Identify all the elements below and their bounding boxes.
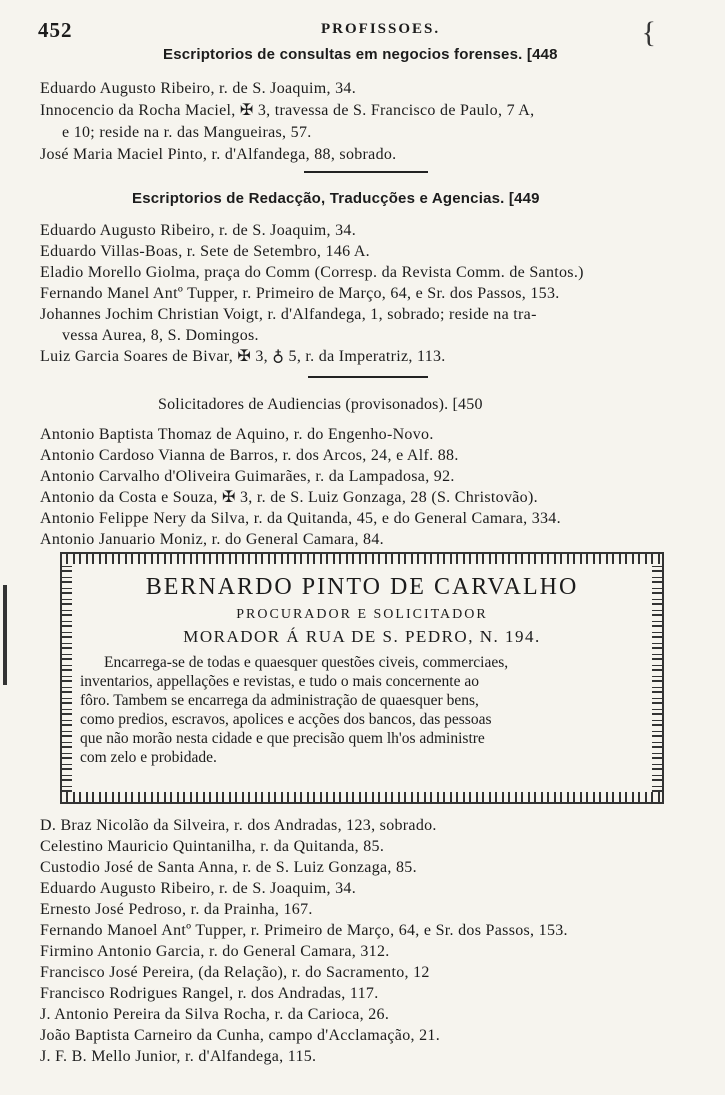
list-item: Antonio Cardoso Vianna de Barros, r. dos Arcos, 24, e Alf. 88. [40,447,459,464]
list-item: Antonio Felippe Nery da Silva, r. da Quitanda, 45, e do General Camara, 334. [40,510,561,527]
section-title-448 [163,46,558,63]
list-item: Eduardo Augusto Ribeiro, r. de S. Joaquim, 34. [40,222,357,239]
list-item-continuation: e 10; reside na r. das Mangueiras, 57. [62,124,312,141]
list-item: Fernando Manel Antº Tupper, r. Primeiro de Março, 64, e Sr. dos Passos, 153. [40,285,560,302]
list-item: Ernesto José Pedroso, r. da Prainha, 167. [40,901,313,918]
ad-line: Encarrega-se de todas e quaesquer questões civeis, commerciaes, [104,654,509,671]
section-divider [304,171,428,173]
list-item: J. F. B. Mello Junior, r. d'Alfandega, 115. [40,1048,317,1065]
list-item: Antonio da Costa e Souza, ✠ 3, r. de S. Luiz Gonzaga, 28 (S. Christovão). [40,489,538,506]
advertisement-box [60,552,664,804]
advertiser-name: BERNARDO PINTO DE CARVALHO [145,574,579,600]
list-item: Antonio Baptista Thomaz de Aquino, r. do Engenho-Novo. [40,426,434,443]
list-item: Luiz Garcia Soares de Bivar, ✠ 3, ♁ 5, r. da Imperatriz, 113. [40,348,446,365]
page-number: 452 [38,18,73,42]
list-item: Eduardo Augusto Ribeiro, r. de S. Joaquim, 34. [40,880,357,897]
ad-line: que não morão nesta cidade e que precisão quem lh'os administre [80,730,485,747]
list-item: Celestino Mauricio Quintanilha, r. da Quitanda, 85. [40,838,385,855]
list-item: J. Antonio Pereira da Silva Rocha, r. da Carioca, 26. [40,1006,390,1023]
list-item: D. Braz Nicolão da Silveira, r. dos Andradas, 123, sobrado. [40,817,437,834]
ornamental-border-right [652,564,664,792]
section-title-text: Escriptorios de consultas em negocios forenses. [163,46,523,63]
ornamental-border-top [60,552,664,564]
list-item: Eladio Morello Giolma, praça do Comm (Corresp. da Revista Comm. de Santos.) [40,264,584,281]
ornamental-border-left [60,564,72,792]
list-item: José Maria Maciel Pinto, r. d'Alfandega, 88, sobrado. [40,146,397,163]
section-number: [449 [508,190,540,207]
ad-line: inventarios, appellações e revistas, e tudo o mais concernente ao [80,673,479,690]
list-item: João Baptista Carneiro da Cunha, campo d'Acclamação, 21. [40,1027,441,1044]
list-item: Fernando Manoel Antº Tupper, r. Primeiro de Março, 64, e Sr. dos Passos, 153. [40,922,568,939]
advertiser-role: PROCURADOR E SOLICITADOR [236,607,488,622]
list-item-continuation: vessa Aurea, 8, S. Domingos. [62,327,259,344]
margin-bracket: { [641,16,656,49]
running-head: PROFISSOES. [321,21,441,37]
section-number: [450 [452,396,483,413]
list-item: Custodio José de Santa Anna, r. de S. Luiz Gonzaga, 85. [40,859,417,876]
list-item: Firmino Antonio Garcia, r. do General Camara, 312. [40,943,390,960]
ad-line: com zelo e probidade. [80,749,217,766]
list-item: Johannes Jochim Christian Voigt, r. d'Alfandega, 1, sobrado; reside na tra- [40,306,537,323]
list-item: Francisco Rodrigues Rangel, r. dos Andradas, 117. [40,985,379,1002]
list-item: Francisco José Pereira, (da Relação), r. do Sacramento, 12 [40,964,430,981]
ad-line: como predios, escravos, apolices e acções dos bancos, das pessoas [80,711,492,728]
section-title-text: Solicitadores de Audiencias (provisonados). [158,396,449,413]
margin-mark [3,585,7,685]
section-number: [448 [526,46,558,63]
advertisement-content [80,572,644,784]
section-title-449 [132,190,540,207]
advertiser-address: MORADOR Á RUA DE S. PEDRO, N. 194. [183,627,541,646]
list-item: Antonio Carvalho d'Oliveira Guimarães, r. da Lampadosa, 92. [40,468,455,485]
list-item: Antonio Januario Moniz, r. do General Camara, 84. [40,531,384,548]
advertisement-body [80,653,644,767]
section-divider [308,376,428,378]
ad-line: fôro. Tambem se encarrega da administração de quaesquer bens, [80,692,479,709]
ornamental-border-bottom [60,792,664,804]
list-item: Eduardo Villas-Boas, r. Sete de Setembro, 146 A. [40,243,370,260]
page-header [38,16,678,49]
section-title-450 [158,396,483,414]
list-item: Innocencio da Rocha Maciel, ✠ 3, travessa de S. Francisco de Paulo, 7 A, [40,102,535,119]
list-item: Eduardo Augusto Ribeiro, r. de S. Joaquim, 34. [40,80,357,97]
section-title-text: Escriptorios de Redacção, Traducções e Agencias. [132,190,505,207]
